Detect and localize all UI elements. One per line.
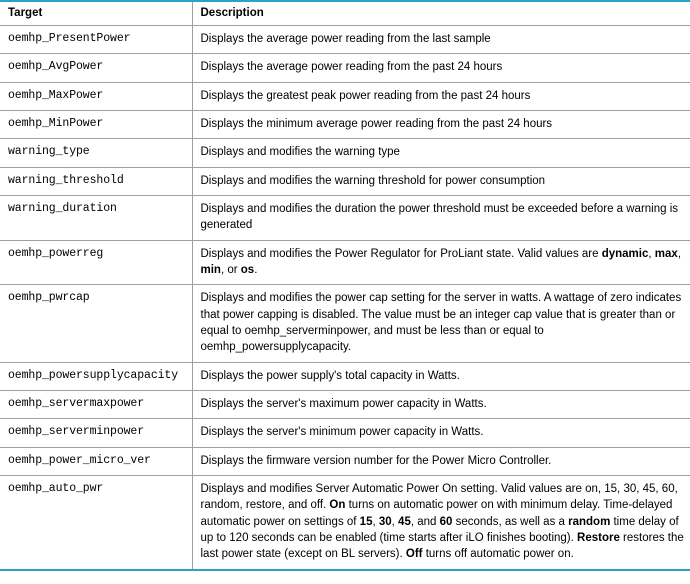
- target-name-cell: oemhp_pwrcap: [0, 285, 192, 362]
- column-header-target: Target: [0, 1, 192, 26]
- table-row: [0, 54, 690, 82]
- description-cell: Displays the server's minimum power capacity in Watts.: [192, 419, 690, 447]
- target-name-cell: oemhp_MaxPower: [0, 82, 192, 110]
- description-cell: Displays and modifies the warning type: [192, 139, 690, 167]
- target-name-cell: warning_type: [0, 139, 192, 167]
- description-cell: Displays and modifies the warning threshold for power consumption: [192, 167, 690, 195]
- target-name-cell: oemhp_serverminpower: [0, 419, 192, 447]
- description-cell: Displays the power supply's total capacity in Watts.: [192, 362, 690, 390]
- table-row: [0, 419, 690, 447]
- table-row: [0, 362, 690, 390]
- description-cell: Displays and modifies the power cap setting for the server in watts. A wattage of zero indicates that power capping is disabled. The value must be an integer cap value that is greater than or equal to oemhp_serverminpower, and must be less than or equal to oemhp_powersupplycapacity.: [192, 285, 690, 362]
- description-cell: Displays the server's maximum power capacity in Watts.: [192, 390, 690, 418]
- table-row: [0, 82, 690, 110]
- target-name-cell: warning_duration: [0, 195, 192, 240]
- target-name-cell: oemhp_PresentPower: [0, 26, 192, 54]
- description-cell: Displays the greatest peak power reading from the past 24 hours: [192, 82, 690, 110]
- target-name-cell: oemhp_MinPower: [0, 110, 192, 138]
- description-cell: Displays the average power reading from the last sample: [192, 26, 690, 54]
- table-row: [0, 285, 690, 362]
- target-name-cell: oemhp_power_micro_ver: [0, 447, 192, 475]
- table-row: [0, 390, 690, 418]
- target-name-cell: oemhp_auto_pwr: [0, 475, 192, 569]
- target-name-cell: oemhp_powerreg: [0, 240, 192, 285]
- target-name-cell: oemhp_servermaxpower: [0, 390, 192, 418]
- table-header: [0, 1, 690, 26]
- description-cell: Displays and modifies the duration the power threshold must be exceeded before a warning is generated: [192, 195, 690, 240]
- description-cell: Displays and modifies Server Automatic Power On setting. Valid values are on, 15, 30, 45, 60, random, restore, and off. On turns on automatic power on with minimum delay. Time-delayed automatic power on settings of 15, 30, 45, and 60 seconds, as well as a random time delay of up to 120 seconds can be enabled (time starts after iLO finishes booting). Restore restores the last power state (except on BL servers). Off turns off automatic power on.: [200, 482, 684, 561]
- table-row: [0, 240, 690, 285]
- table-row: [0, 110, 690, 138]
- description-cell: Displays the firmware version number for the Power Micro Controller.: [192, 447, 690, 475]
- table-row: [0, 475, 690, 569]
- description-cell: Displays the minimum average power reading from the past 24 hours: [192, 110, 690, 138]
- table-row: [0, 139, 690, 167]
- table-row: [0, 195, 690, 240]
- description-cell: Displays the average power reading from the past 24 hours: [192, 54, 690, 82]
- table-row: [0, 447, 690, 475]
- column-header-description: Description: [192, 1, 690, 26]
- target-name-cell: oemhp_powersupplycapacity: [0, 362, 192, 390]
- table-body: [0, 26, 690, 570]
- table-header-row: [0, 1, 690, 26]
- table-row: [0, 26, 690, 54]
- target-name-cell: warning_threshold: [0, 167, 192, 195]
- table-row: [0, 167, 690, 195]
- target-name-cell: oemhp_AvgPower: [0, 54, 192, 82]
- description-cell: Displays and modifies the Power Regulator for ProLiant state. Valid values are dynamic, max, min, or os.: [192, 240, 690, 285]
